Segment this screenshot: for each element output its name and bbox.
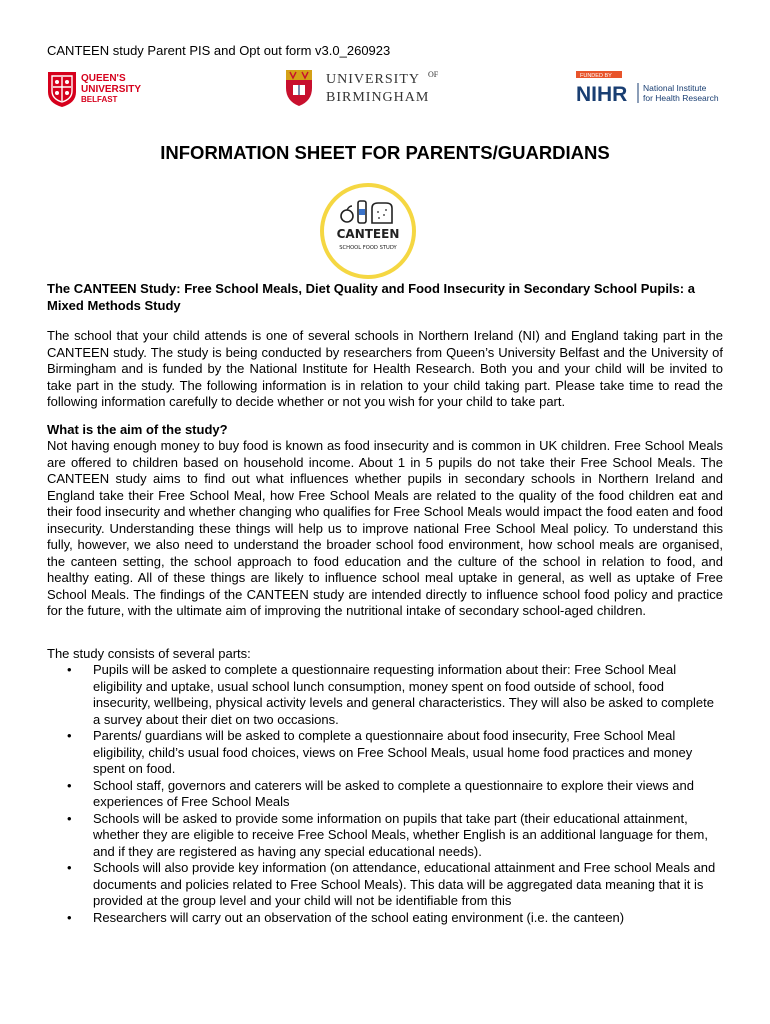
canteen-logo [318, 181, 418, 281]
svg-text:OF: OF [428, 70, 439, 79]
svg-text:QUEEN'S: QUEEN'S [81, 73, 126, 84]
svg-text:BIRMINGHAM: BIRMINGHAM [326, 90, 430, 105]
svg-text:for Health Research: for Health Research [643, 93, 719, 103]
parts-intro: The study consists of several parts: [47, 645, 251, 661]
svg-text:CANTEEN: CANTEEN [336, 227, 400, 241]
list-item: • Schools will be asked to provide some information on pupils that take part (their educational attainment, whether they are eligible to receive Free School Meals, whether English is an additional language for them, and if they are registered as having any special educational needs). [67, 810, 708, 859]
list-item: • School staff, governors and caterers will be asked to complete a questionnaire to explore their views and experiences of Free School Meals [67, 777, 694, 809]
list-item: • Pupils will be asked to complete a questionnaire requesting information about their: Free School Meal eligibility and uptake, usual school lunch consumption, money spent on food outside of school, food insecurity, wellbeing, physical activity levels and general characteristics. They will also be asked to complete a survey about their diet on two occasions. [67, 662, 714, 727]
uob-logo [284, 68, 454, 108]
svg-text:SCHOOL FOOD STUDY: SCHOOL FOOD STUDY [339, 245, 397, 251]
document-reference: CANTEEN study Parent PIS and Opt out form v3.0_260923 [47, 43, 391, 58]
list-item: • Parents/ guardians will be asked to complete a questionnaire about food insecurity, Free School Meal eligibility, child’s usual food choices, views on Free School Meals, usual home food practices and money spent on food. [67, 728, 693, 776]
aim-paragraph: Not having enough money to buy food is known as food insecurity and is common in UK children. Free School Meals are offered to children based on household income. About 1 in 5 pupils do not take their Free School Meals. The CANTEEN study aims to find out what influences whether pupils in secondary schools in Northern Ireland and England take their Free School Meal, how Free School Meals are related to the quality of the food children eat and their food insecurity and whether changing who qualifies for Free School Meals would impact the food eaten and food insecurity. Understanding these things will help us to improve national Free School Meal policy. To understand this fully, however, we also need to understand the broader school food environment, how school meals are organised, the canteen setting, the school approach to food education and the culture of the school in relation to food, and healthy eating. All of these things are likely to influence school meal uptake in general, as well as uptake of Free School Meals. The findings of the CANTEEN study are intended directly to influence school food policy and practice for the future, with the ultimate aim of improving the nutritional intake of secondary school-aged children. [47, 438, 723, 618]
document-body [47, 281, 723, 926]
svg-text:NIHR: NIHR [576, 83, 628, 105]
aim-heading: What is the aim of the study? [47, 421, 228, 437]
list-item: • Researchers will carry out an observation of the school eating environment (i.e. the canteen) [67, 909, 625, 925]
page-title: INFORMATION SHEET FOR PARENTS/GUARDIANS [160, 142, 610, 163]
nihr-logo [576, 71, 736, 105]
intro-paragraph: The school that your child attends is one of several schools in Northern Ireland (NI) and England taking part in the CANTEEN study. The study is being conducted by researchers from Queen’s University Belfast and the University of Birmingham and is funded by the National Institute for Health Research. Both you and your child will be invited to take part in the study. The following information is in relation to your child taking part. Please take time to read the following information carefully to decide whether or not you wish for your child to take part. [47, 328, 723, 409]
study-title: The CANTEEN Study: Free School Meals, Diet Quality and Food Insecurity in Secondary School Pupils: a Mixed Methods Study [47, 281, 695, 313]
svg-text:UNIVERSITY: UNIVERSITY [81, 84, 142, 95]
parts-list [47, 662, 723, 926]
qub-logo [46, 70, 156, 108]
svg-text:FUNDED BY: FUNDED BY [580, 73, 612, 79]
list-item: • Schools will also provide key information (on attendance, educational attainment and Free school Meals and documents and policies related to Free School Meals). This data will be aggregated data meaning that it is provided at the group level and your child will not be identifiable from this [67, 860, 716, 908]
svg-text:National Institute: National Institute [643, 83, 707, 93]
svg-text:BELFAST: BELFAST [81, 95, 118, 104]
svg-text:UNIVERSITY: UNIVERSITY [326, 72, 420, 87]
